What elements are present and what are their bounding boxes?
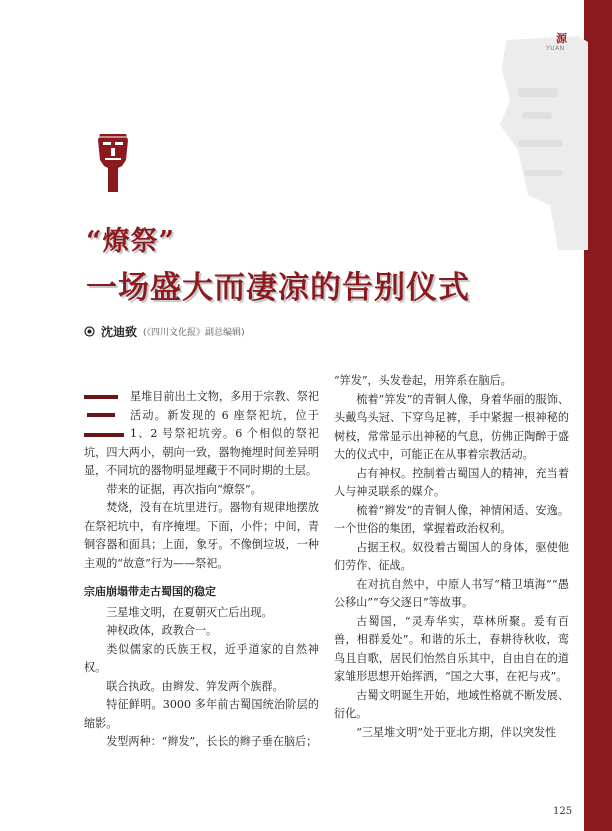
article-title-line1: “燎祭” bbox=[86, 226, 176, 257]
paragraph: “笄发”，头发卷起，用笄系在脑后。 bbox=[334, 374, 512, 387]
section-label: 源 bbox=[556, 32, 567, 45]
article-title-line2: 一场盛大而凄凉的告别仪式 bbox=[86, 270, 470, 306]
paragraph: 联合执政。由辫发、笄发两个族群。 bbox=[106, 679, 284, 693]
bronze-mask-watermark-icon bbox=[488, 30, 588, 250]
article-column-left bbox=[84, 388, 319, 752]
byline bbox=[84, 323, 245, 340]
author-name: 沈迪致 bbox=[101, 325, 138, 339]
paragraph: 占据王权。奴役着古蜀国人的身体，驱使他们劳作、征战。 bbox=[334, 540, 569, 572]
drop-cap bbox=[84, 391, 124, 441]
paragraph: 星堆目前出土文物，多用于宗教、祭祀活动。新发现的 6 座祭祀坑，位于 1、2 号祭祀坑旁。6 个相似的祭祀坑，四大两小，朝向一致，器物掩埋时间差异明显，不同坑的器物明显埋藏于不同时期的土层。 bbox=[84, 390, 319, 477]
section-label-en: YUAN bbox=[546, 45, 565, 52]
paragraph: 梳着“笄发”的青铜人像，身着华丽的服饰、头戴鸟头冠、下穿鸟足裤，手中紧握一根神秘的树枝，常常显示出神秘的气息，仿佛正陶醉于盛大的仪式中，可能正在从事着宗教活动。 bbox=[334, 392, 569, 461]
paragraph: 古蜀文明诞生开始，地域性格就不断发展、衍化。 bbox=[334, 688, 569, 720]
author-role: (《四川文化报》副总编辑) bbox=[143, 328, 245, 338]
paragraph: 古蜀国，“灵寿华实，草林所聚。爰有百兽，相群爰处”。和谐的乐土，春耕待秋收，鸾鸟且自歌，居民们怡然自乐其中，自由自在的道家雏形思想开始挥洒，“国之大事，在祀与戎”。 bbox=[334, 614, 569, 683]
paragraph: 神权政体，政教合一。 bbox=[106, 624, 218, 637]
subheading: 宗庙崩塌带走古蜀国的稳定 bbox=[84, 585, 216, 598]
paragraph: 类似儒家的氏族王权，近乎道家的自然神权。 bbox=[84, 642, 319, 674]
bronze-mask-icon bbox=[96, 130, 130, 194]
paragraph: 三星堆文明，在夏朝灭亡后出现。 bbox=[106, 605, 273, 619]
paragraph: 带来的证据，再次指向“燎祭”。 bbox=[106, 482, 262, 496]
paragraph: 占有神权。控制着古蜀国人的精神，充当着人与神灵联系的媒介。 bbox=[334, 466, 569, 498]
paragraph: 特征鲜明。3000 多年前古蜀国统治阶层的缩影。 bbox=[84, 698, 319, 730]
paragraph: “三星堆文明”处于亚北方期，伴以突发性 bbox=[356, 725, 557, 739]
right-edge-bar bbox=[584, 0, 612, 831]
paragraph: 发型两种：“辫发”，长长的辫子垂在脑后； bbox=[106, 735, 318, 748]
article-column-right bbox=[334, 372, 569, 742]
page-number: 125 bbox=[553, 806, 573, 817]
circle-bullet-icon bbox=[84, 326, 95, 337]
paragraph: 在对抗自然中，中原人书写“精卫填海”“愚公移山”“夸父逐日”等故事。 bbox=[334, 577, 569, 609]
paragraph: 梳着“辫发”的青铜人像，神情闲适、安逸。一个世俗的集团，掌握着政治权利。 bbox=[334, 503, 569, 535]
paragraph: 焚烧，没有在坑里进行。器物有规律地摆放在祭祀坑中，有序掩埋。下面，小件；中间，青铜容器和面具；上面，象牙。不像倒垃圾，一种主观的“故意”行为——祭祀。 bbox=[84, 501, 319, 570]
